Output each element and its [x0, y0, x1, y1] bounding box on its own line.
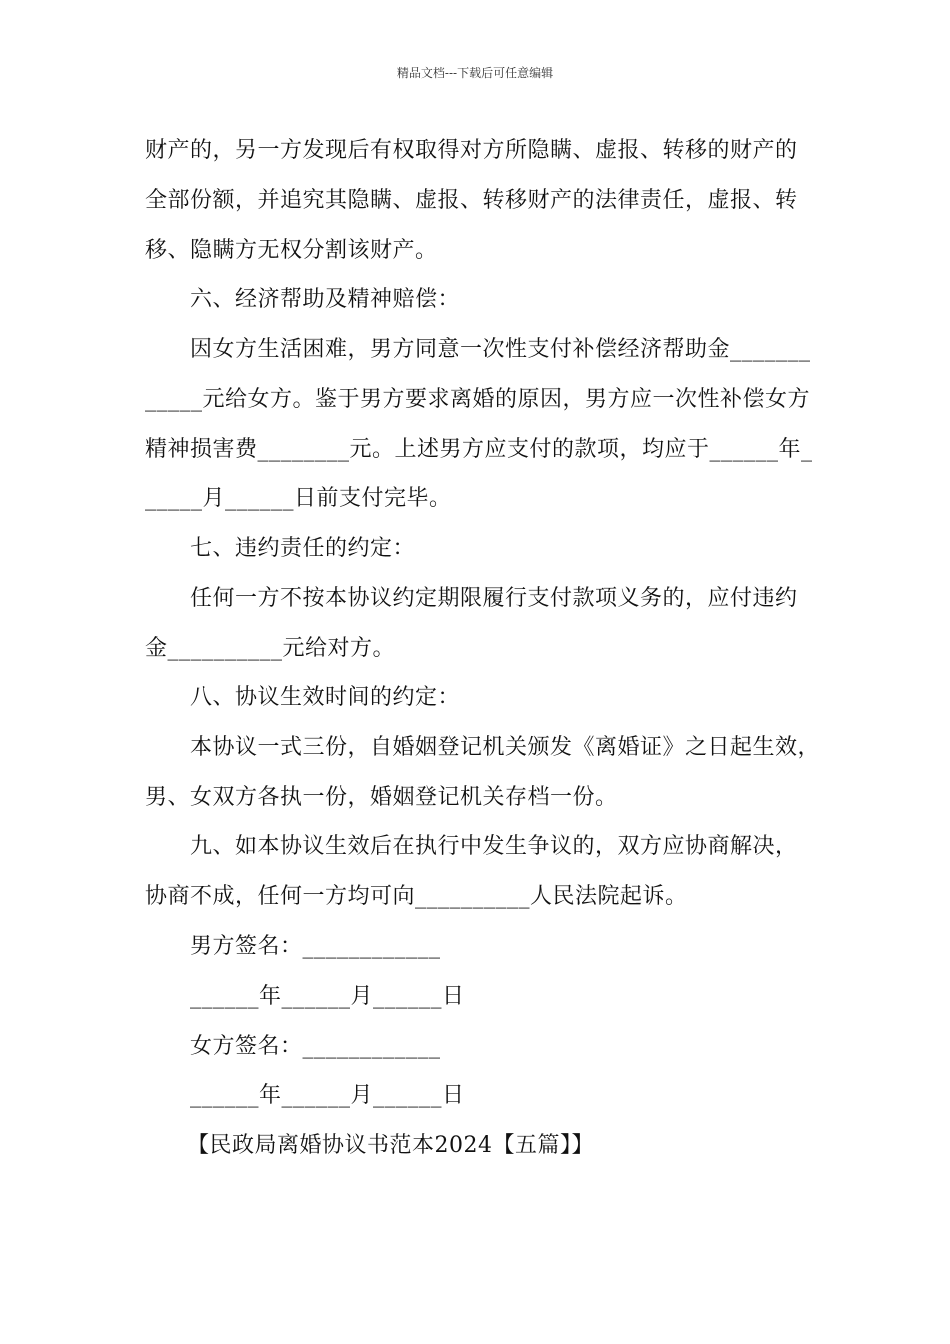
paragraph-line: 精神损害费________元。上述男方应支付的款项，均应于______年_	[145, 437, 813, 462]
section-heading: 八、协议生效时间的约定：	[190, 685, 461, 710]
paragraph-line: 因女方生活困难，男方同意一次性支付补偿经济帮助金_______	[190, 337, 811, 362]
section-heading: 九、如本协议生效后在执行中发生争议的，双方应协商解决，	[190, 834, 798, 859]
male-date-line: ______年______月______日	[190, 984, 465, 1009]
male-signature-line: 男方签名：____________	[190, 934, 441, 959]
page-header: 精品文档---下载后可任意编辑	[396, 66, 554, 80]
document-title-link: 【民政局离婚协议书范本2024【五篇】】	[187, 1133, 594, 1158]
female-date-line: ______年______月______日	[190, 1083, 465, 1108]
paragraph-line: _____元给女方。鉴于男方要求离婚的原因，男方应一次性补偿女方	[145, 387, 811, 412]
paragraph-line: 财产的，另一方发现后有权取得对方所隐瞒、虚报、转移的财产的	[145, 138, 798, 163]
paragraph-line: 任何一方不按本协议约定期限履行支付款项义务的，应付违约	[190, 586, 798, 611]
female-signature-line: 女方签名：____________	[190, 1034, 441, 1059]
paragraph-line: 金__________元给对方。	[145, 636, 396, 661]
paragraph-line: 全部份额，并追究其隐瞒、虚报、转移财产的法律责任，虚报、转	[145, 188, 798, 213]
paragraph-line: 本协议一式三份，自婚姻登记机关颁发《离婚证》之日起生效，	[190, 735, 821, 760]
section-heading: 六、经济帮助及精神赔偿：	[190, 287, 461, 312]
paragraph-line: 协商不成，任何一方均可向__________人民法院起诉。	[145, 884, 688, 909]
paragraph-line: 移、隐瞒方无权分割该财产。	[145, 238, 438, 263]
section-heading: 七、违约责任的约定：	[190, 536, 416, 561]
paragraph-line: 男、女双方各执一份，婚姻登记机关存档一份。	[145, 785, 618, 810]
paragraph-line: _____月______日前支付完毕。	[145, 486, 452, 511]
